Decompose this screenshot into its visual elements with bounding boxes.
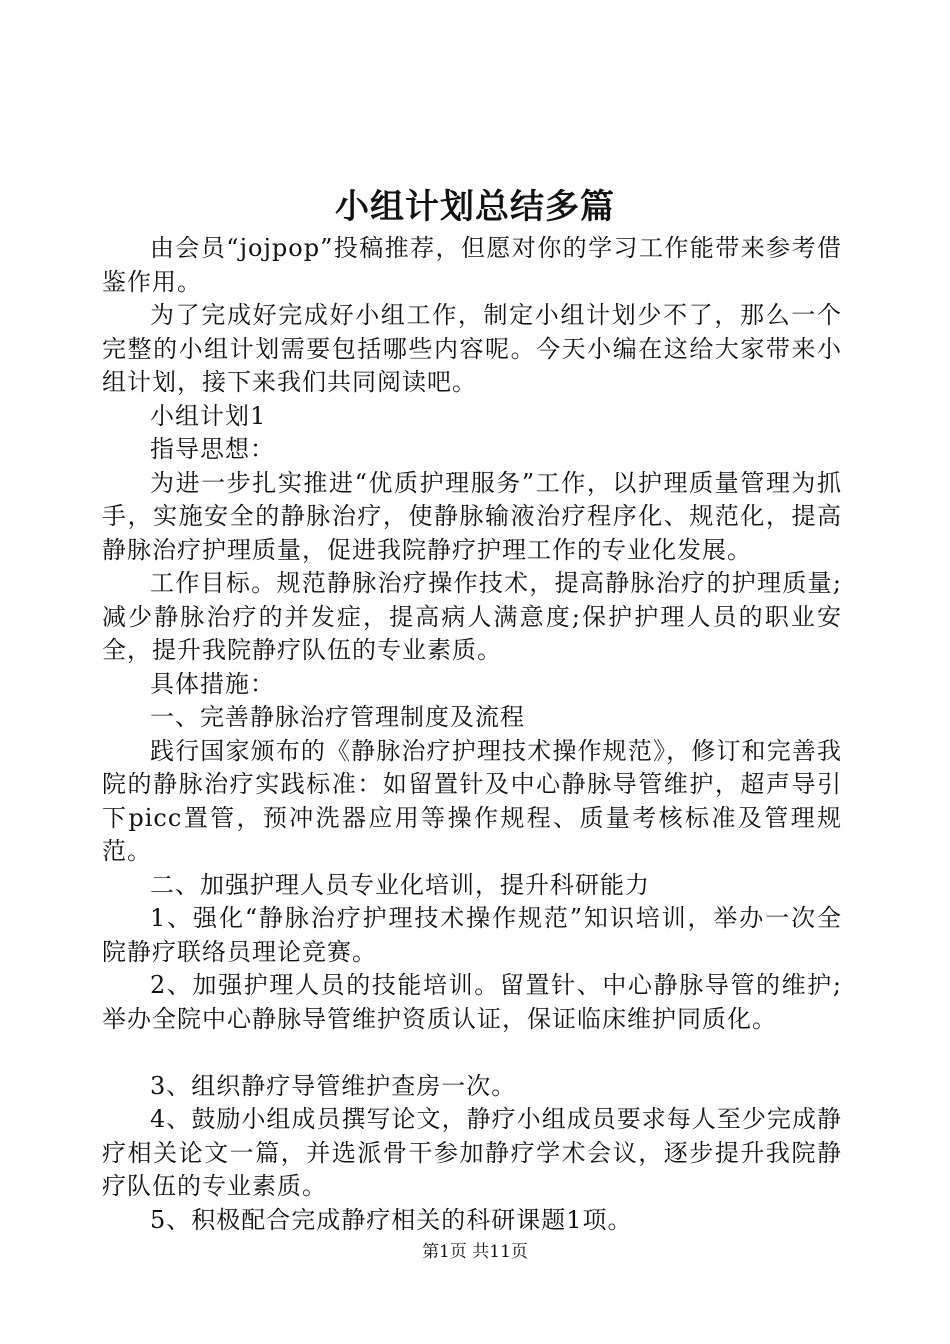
document-body [102, 232, 842, 1237]
paragraph-guiding-heading: 指导思想： [150, 435, 275, 463]
document-title: 小组计划总结多篇 [335, 187, 615, 227]
paragraph-item-4: 4、鼓励小组成员撰写论文，静疗小组成员要求每人至少完成静疗相关论文一篇，并选派骨干参加静疗学术会议，逐步提升我院静疗队伍的专业素质。 [102, 1105, 842, 1200]
paragraph-item-1: 1、强化“静脉治疗护理技术操作规范”知识培训，举办一次全院静疗联络员理论竞赛。 [102, 904, 842, 966]
paragraph-section-two-heading: 二、加强护理人员专业化培训，提升科研能力 [150, 870, 650, 899]
paragraph-section-one-text: 践行国家颁布的《静脉治疗护理技术操作规范》，修订和完善我院的静脉治疗实践标准：如留置针及中心静脉导管维护，超声导引下picc置管，预冲洗器应用等操作规程、质量考核标准及管理规范。 [102, 736, 842, 865]
paragraph-item-2: 2、加强护理人员的技能培训。留置针、中心静脉导管的维护;举办全院中心静脉导管维护资质认证，保证临床维护同质化。 [102, 971, 842, 1033]
paragraph-purpose: 为了完成好完成好小组工作，制定小组计划少不了，那么一个完整的小组计划需要包括哪些内容呢。今天小编在这给大家带来小组计划，接下来我们共同阅读吧。 [102, 301, 842, 396]
paragraph-intro: 由会员“jojpop”投稿推荐，但愿对你的学习工作能带来参考借鉴作用。 [102, 234, 842, 296]
page-footer: 第1页 共11页 [422, 1242, 528, 1262]
paragraph-plan-heading: 小组计划1 [150, 401, 267, 430]
paragraph-item-3: 3、组织静疗导管维护查房一次。 [150, 1071, 517, 1100]
blank-line [102, 1036, 842, 1070]
paragraph-section-one-heading: 一、完善静脉治疗管理制度及流程 [150, 703, 525, 731]
paragraph-measures-heading: 具体措施： [150, 669, 275, 698]
paragraph-guiding-text: 为进一步扎实推进“优质护理服务”工作，以护理质量管理为抓手，实施安全的静脉治疗，使静脉输液治疗程序化、规范化，提高静脉治疗护理质量，促进我院静疗护理工作的专业化发展。 [102, 468, 842, 564]
paragraph-goals: 工作目标。规范静脉治疗操作技术，提高静脉治疗的护理质量;减少静脉治疗的并发症，提高病人满意度;保护护理人员的职业安全，提升我院静疗队伍的专业素质。 [102, 569, 842, 664]
paragraph-item-5: 5、积极配合完成静疗相关的科研课题1项。 [150, 1205, 633, 1234]
